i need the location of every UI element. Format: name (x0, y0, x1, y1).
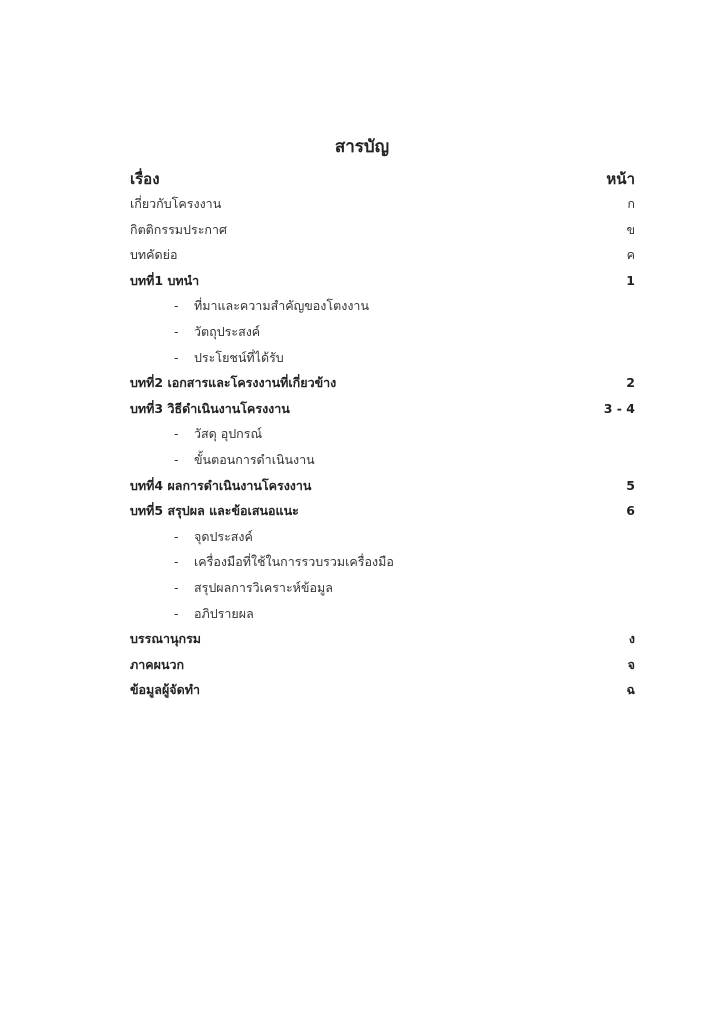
toc-subentry-label: ประโยชน์ที่ได้รับ (194, 349, 284, 365)
toc-entry-chapter-1 (130, 268, 635, 294)
bullet-dash: - (174, 579, 179, 595)
toc-subentry (130, 345, 635, 371)
bullet-dash: - (174, 451, 179, 467)
toc-subentry (130, 447, 635, 473)
toc-entry-label: บทที่2 เอกสารและโครงงานที่เกี่ยวข้าง (130, 375, 337, 391)
toc-entry-page: จ (627, 656, 635, 672)
toc-entry-abstract (130, 242, 635, 268)
toc-entry-label: บทคัดย่อ (130, 247, 178, 263)
topic-column-header: เรื่อง (130, 170, 160, 188)
toc-entry-label: เกี่ยวกับโครงงาน (130, 196, 222, 211)
toc-subentry-label: ที่มาและความสำคัญของโตงงาน (194, 298, 369, 314)
bullet-dash: - (174, 605, 179, 621)
toc-entry-chapter-5 (130, 498, 635, 524)
page-title: สารบัญ (334, 137, 390, 157)
bullet-dash: - (174, 426, 179, 442)
toc-subentry (130, 319, 635, 345)
toc-entry-page: 6 (626, 503, 635, 519)
toc-entry-page: 5 (626, 477, 635, 493)
toc-subentry (130, 549, 635, 575)
toc-subentry-label: สรุปผลการวิเคราะห์ข้อมูล (194, 579, 333, 595)
toc-entry-label: บทที่1 บทนำ (130, 272, 200, 288)
toc-entry-appendix (130, 652, 635, 678)
toc-entry-chapter-2 (130, 370, 635, 396)
toc-entry-authors (130, 677, 635, 703)
toc-entry-page: 2 (626, 375, 635, 391)
toc-entry-chapter-3 (130, 396, 635, 422)
bullet-dash: - (174, 554, 179, 570)
bullet-dash: - (174, 528, 179, 544)
toc-entry-page: ง (628, 631, 635, 647)
toc-entry-page: 1 (626, 272, 635, 288)
toc-entry-label: บทที่5 สรุปผล และข้อเสนอแนะ (130, 503, 299, 519)
toc-entry-label: กิตติกรรมประกาศ (130, 221, 227, 237)
toc-entry-label: ภาคผนวก (130, 656, 185, 672)
toc-entry-page: ก (627, 196, 635, 211)
toc-entry-page: ข (626, 221, 635, 237)
toc-entry-label: บรรณานุกรม (130, 631, 202, 647)
toc-entry-page: 3 - 4 (603, 400, 635, 416)
toc-subentry-label: ขั้นตอนการดำเนินงาน (194, 451, 315, 467)
toc-entry-page: ค (626, 247, 635, 263)
toc-subentry-label: อภิปรายผล (194, 605, 254, 621)
toc-subentry (130, 601, 635, 627)
toc-subentry-label: วัสดุ อุปกรณ์ (194, 426, 263, 442)
toc-entry-page: ฉ (626, 682, 635, 698)
page-column-header: หน้า (606, 170, 635, 188)
bullet-dash: - (174, 349, 179, 365)
toc-list (130, 191, 635, 703)
toc-subentry (130, 293, 635, 319)
toc-subentry (130, 421, 635, 447)
toc-entry-label: บทที่4 ผลการดำเนินงานโครงงาน (130, 477, 312, 493)
toc-header (130, 168, 635, 190)
toc-entry-acknowledgement (130, 217, 635, 243)
toc-subentry (130, 524, 635, 550)
toc-subentry (130, 575, 635, 601)
toc-entry-about (130, 191, 635, 217)
toc-entry-chapter-4 (130, 473, 635, 499)
toc-entry-label: ข้อมูลผู้จัดทำ (130, 682, 200, 698)
toc-subentry-label: วัตถุประสงค์ (194, 323, 261, 339)
toc-entry-label: บทที่3 วิธีดำเนินงานโครงงาน (130, 400, 290, 416)
toc-entry-bibliography (130, 626, 635, 652)
toc-subentry-label: จุดประสงค์ (194, 528, 253, 544)
bullet-dash: - (174, 323, 179, 339)
toc-subentry-label: เครื่องมือที่ใช้ในการรวบรวมเครื่องมือ (194, 554, 394, 570)
bullet-dash: - (174, 298, 179, 314)
